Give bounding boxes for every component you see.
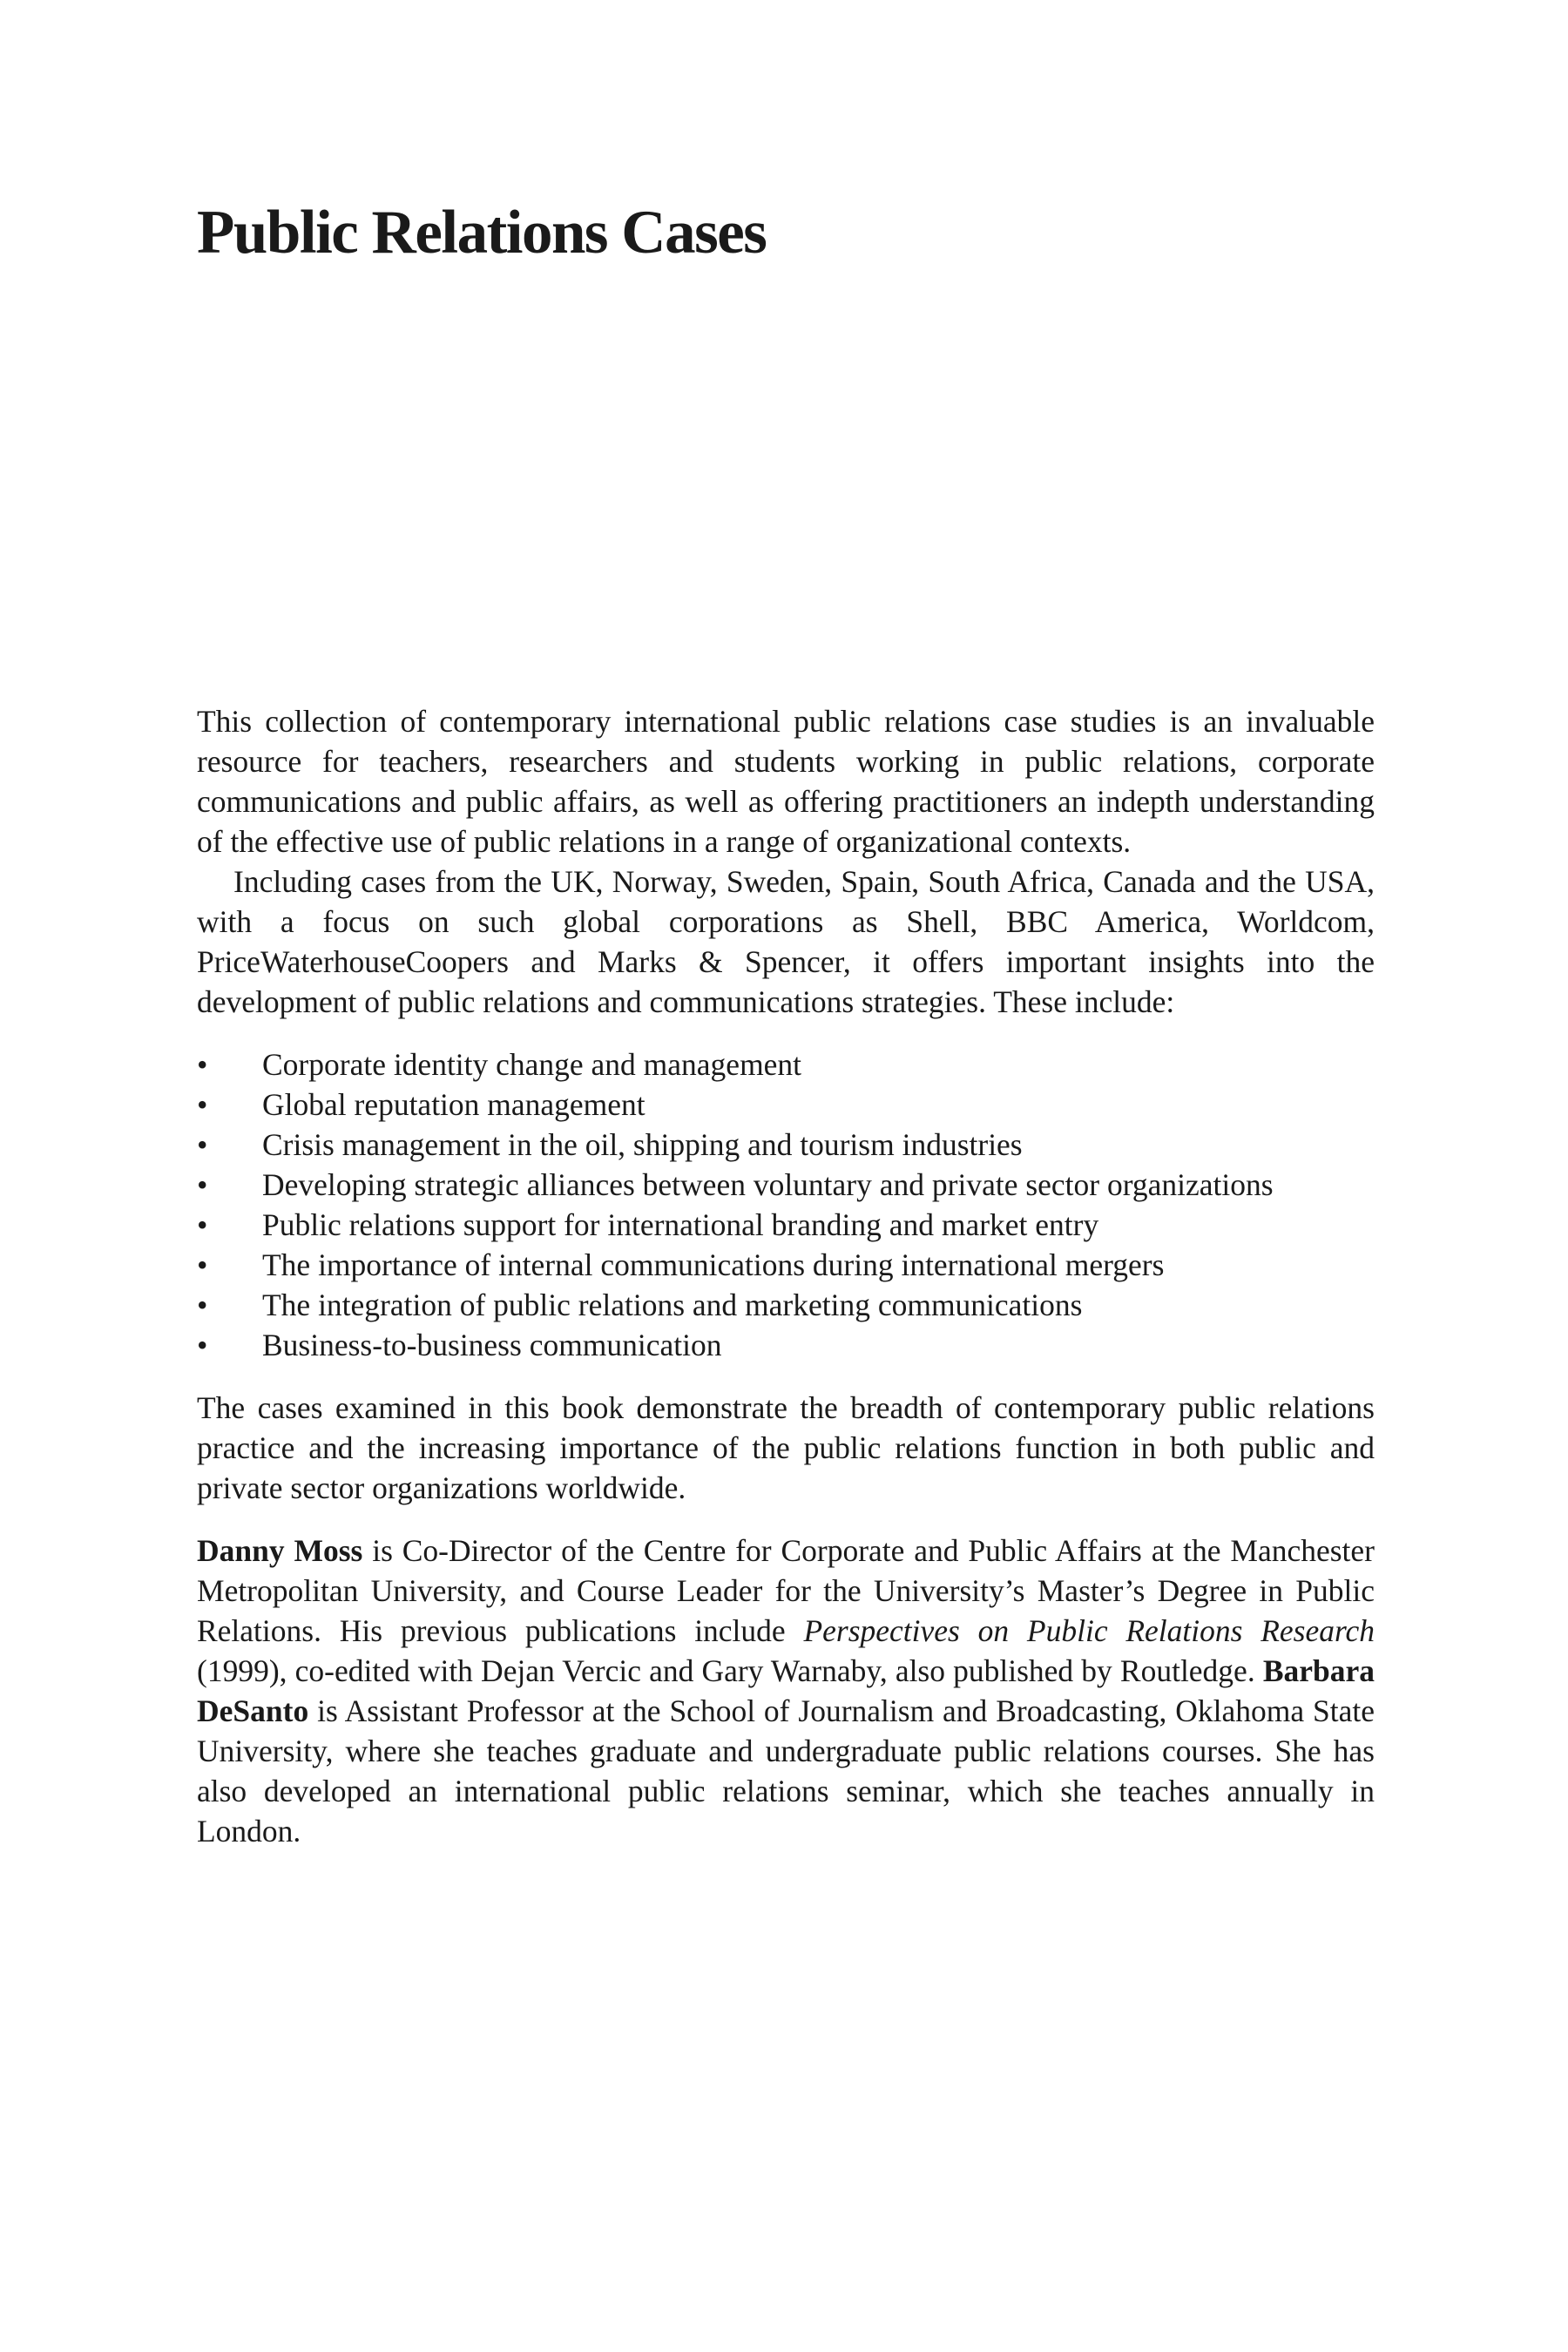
list-item: • Developing strategic alliances between voluntary and private sector organizations [197,1165,1375,1205]
bullet-icon: • [197,1087,208,1122]
back-cover-text [197,701,1375,1851]
list-item: • Corporate identity change and management [197,1044,1375,1085]
list-item: • Business-to-business communication [197,1325,1375,1365]
author-bio-text: (1999), co-edited with Dejan Vercic and Gary Warnaby, also published by Routledge. [197,1653,1263,1688]
book-title: Perspectives on Public Relations Research [803,1613,1375,1648]
topics-list [197,1044,1375,1365]
bullet-icon: • [197,1207,208,1242]
paragraph-spacer [197,1508,1375,1531]
author-bio-text: is Assistant Professor at the School of Journalism and Broadcasting, Oklahoma State University, where she teaches graduate and undergraduate public relations courses. She has also developed an international public relations seminar, which she teaches annually in London. [197,1693,1375,1848]
list-item: • Global reputation management [197,1085,1375,1125]
bullet-icon: • [197,1288,208,1322]
closing-paragraph: The cases examined in this book demonstrate the breadth of contemporary public relations practice and the increasing importance of the public relations function in both public and private sector organizations worldwide. [197,1390,1375,1505]
author-name: Barbara DeSanto [197,1653,1375,1728]
author-bio-paragraph [197,1531,1375,1851]
author-bio-text: is Co-Director of the Centre for Corporate and Public Affairs at the Manchester Metropolitan University, and Course Leader for the University’s Master’s Degree in Public Relations. His previous publications include [197,1533,1375,1648]
list-item: • Public relations support for international branding and market entry [197,1205,1375,1245]
bullet-icon: • [197,1167,208,1202]
list-item: • The integration of public relations and marketing communications [197,1285,1375,1325]
scope-paragraph: Including cases from the UK, Norway, Sweden, Spain, South Africa, Canada and the USA, with a focus on such global corporations as Shell, BBC America, Worldcom, PriceWaterhouseCoopers and Marks & Spencer, it offers important insights into the development of public relations and communications strategies. These include: [197,864,1375,1019]
list-item: • The importance of internal communications during international mergers [197,1245,1375,1285]
author-name: Danny Moss [197,1533,363,1568]
bullet-icon: • [197,1127,208,1162]
intro-paragraph: This collection of contemporary international public relations case studies is an invaluable resource for teachers, researchers and students working in public relations, corporate communications and public affairs, as well as offering practitioners an indepth understanding of the effective use of public relations in a range of organizational contexts. [197,704,1375,859]
bullet-icon: • [197,1328,208,1362]
list-item: • Crisis management in the oil, shipping and tourism industries [197,1125,1375,1165]
page-title: Public Relations Cases [197,199,767,267]
bullet-icon: • [197,1047,208,1082]
bullet-icon: • [197,1247,208,1282]
